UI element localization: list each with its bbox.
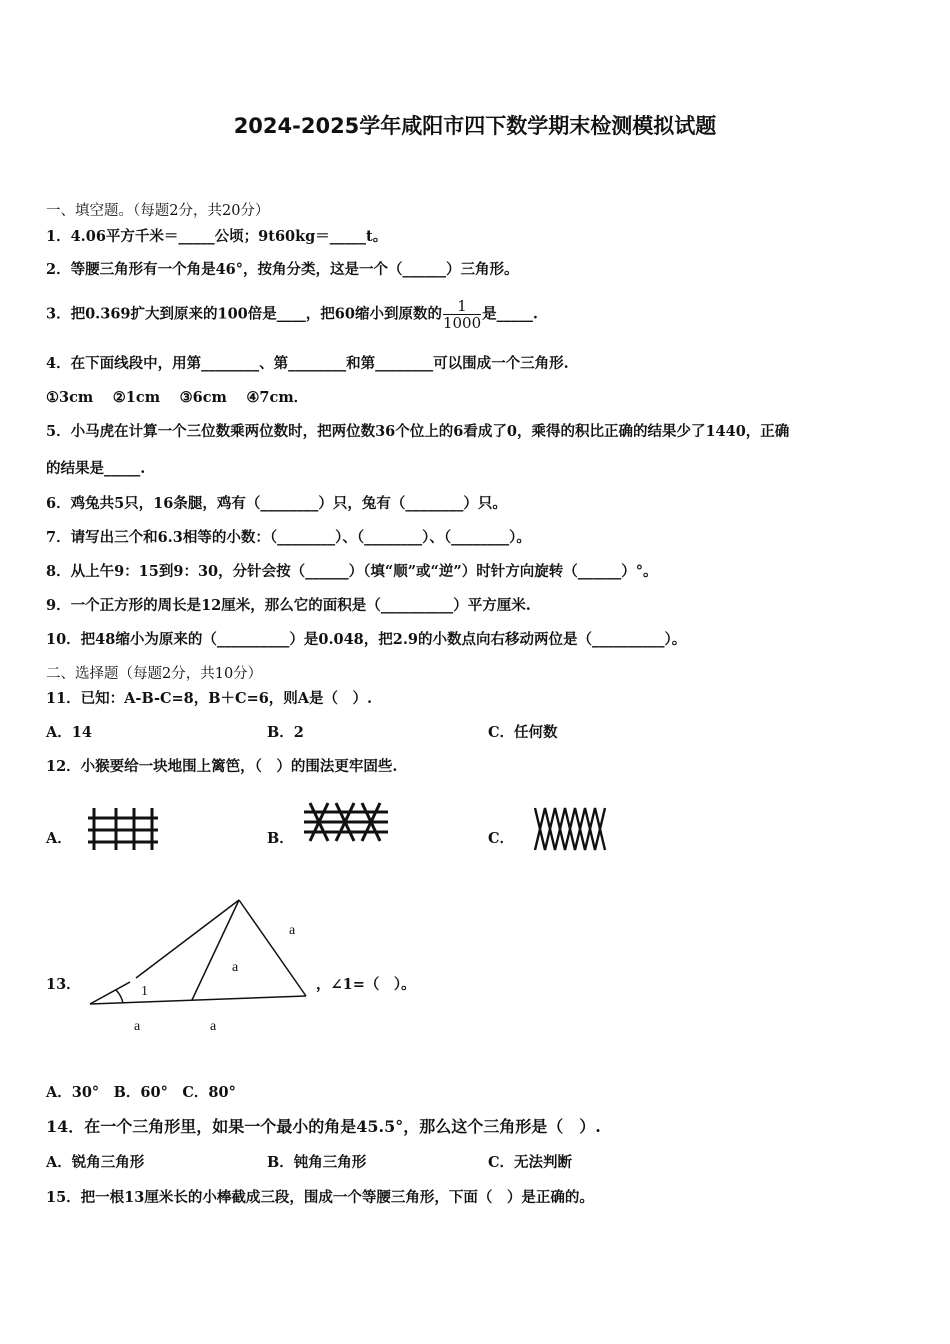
fraction-numerator: 1 bbox=[443, 298, 481, 315]
side-label: a bbox=[289, 923, 296, 938]
question-14-option-b: B．钝角三角形 bbox=[267, 1154, 367, 1171]
question-11-option-a: A．14 bbox=[46, 724, 92, 741]
question-11: 11．已知：A-B-C=8，B＋C=6，则A是（ ）. bbox=[46, 690, 373, 707]
question-14-option-a: A．锐角三角形 bbox=[46, 1154, 145, 1171]
fence-grid-figure bbox=[86, 806, 160, 852]
question-7: 7．请写出三个和6.3相等的小数：（________）、（________）、（________）。 bbox=[46, 529, 531, 546]
side-label: a bbox=[232, 960, 239, 975]
question-4: 4．在下面线段中，用第________、第________和第________可以围成一个三角形. bbox=[46, 355, 569, 372]
question-4-options: ①3cm ②1cm ③6cm ④7cm． bbox=[46, 389, 309, 406]
fence-cross-figure bbox=[304, 801, 390, 843]
question-12-option-c: C． bbox=[488, 830, 515, 847]
question-3 bbox=[46, 298, 538, 331]
fraction bbox=[443, 298, 481, 331]
question-9: 9．一个正方形的周长是12厘米，那么它的面积是（__________）平方厘米. bbox=[46, 597, 531, 614]
side-label: a bbox=[210, 1019, 217, 1034]
question-15: 15．把一根13厘米长的小棒截成三段，围成一个等腰三角形，下面（ ）是正确的。 bbox=[46, 1189, 594, 1206]
question-14: 14．在一个三角形里，如果一个最小的角是45.5°，那么这个三角形是（ ）. bbox=[46, 1117, 601, 1136]
question-8: 8．从上午9：15到9：30，分针会按（______）（填“顺”或“逆”）时针方向旋转（______）°。 bbox=[46, 563, 658, 580]
fence-zigzag-figure bbox=[533, 806, 607, 852]
angle-label: 1 bbox=[141, 984, 148, 999]
question-12-option-a: A． bbox=[46, 830, 72, 847]
section-fill-in-header: 一、填空题。（每题2分，共20分） bbox=[46, 203, 270, 219]
question-3-text: 3．把0.369扩大到原来的100倍是____，把60缩小到原数的 bbox=[46, 305, 442, 323]
side-label: a bbox=[134, 1019, 141, 1034]
question-12-option-b: B． bbox=[267, 830, 294, 847]
fraction-denominator: 1000 bbox=[442, 314, 482, 332]
question-11-option-c: C．任何数 bbox=[488, 724, 558, 741]
question-13-number: 13． bbox=[46, 976, 81, 993]
question-10: 10．把48缩小为原来的（__________）是0.048，把2.9的小数点向右移动两位是（__________）。 bbox=[46, 631, 687, 648]
page-title: 2024-2025学年咸阳市四下数学期末检测模拟试题 bbox=[233, 114, 717, 138]
question-14-option-c: C．无法判断 bbox=[488, 1154, 573, 1171]
question-13-options: A．30° B．60° C．80° bbox=[46, 1084, 236, 1101]
question-2: 2．等腰三角形有一个角是46°，按角分类，这是一个（______）三角形。 bbox=[46, 261, 519, 278]
question-13-text: ，∠1=（ ）。 bbox=[316, 976, 416, 993]
question-5-line-1: 5．小马虎在计算一个三位数乘两位数时，把两位数36个位上的6看成了0，乘得的积比正确的结果少了1440，正确 bbox=[46, 423, 790, 440]
question-11-option-b: B．2 bbox=[267, 724, 304, 741]
section-choice-header: 二、选择题（每题2分，共10分） bbox=[46, 666, 263, 682]
question-3-tail: 是_____. bbox=[482, 305, 538, 323]
question-5-line-2: 的结果是_____. bbox=[46, 460, 146, 477]
question-6: 6．鸡兔共5只，16条腿，鸡有（________）只，兔有（________）只。 bbox=[46, 495, 507, 512]
question-12: 12．小猴要给一块地围上篱笆，（ ）的围法更牢固些. bbox=[46, 758, 398, 775]
question-1: 1．4.06平方千米＝_____公顷；9t60kg＝_____t。 bbox=[46, 228, 388, 245]
triangle-figure bbox=[86, 896, 316, 1036]
